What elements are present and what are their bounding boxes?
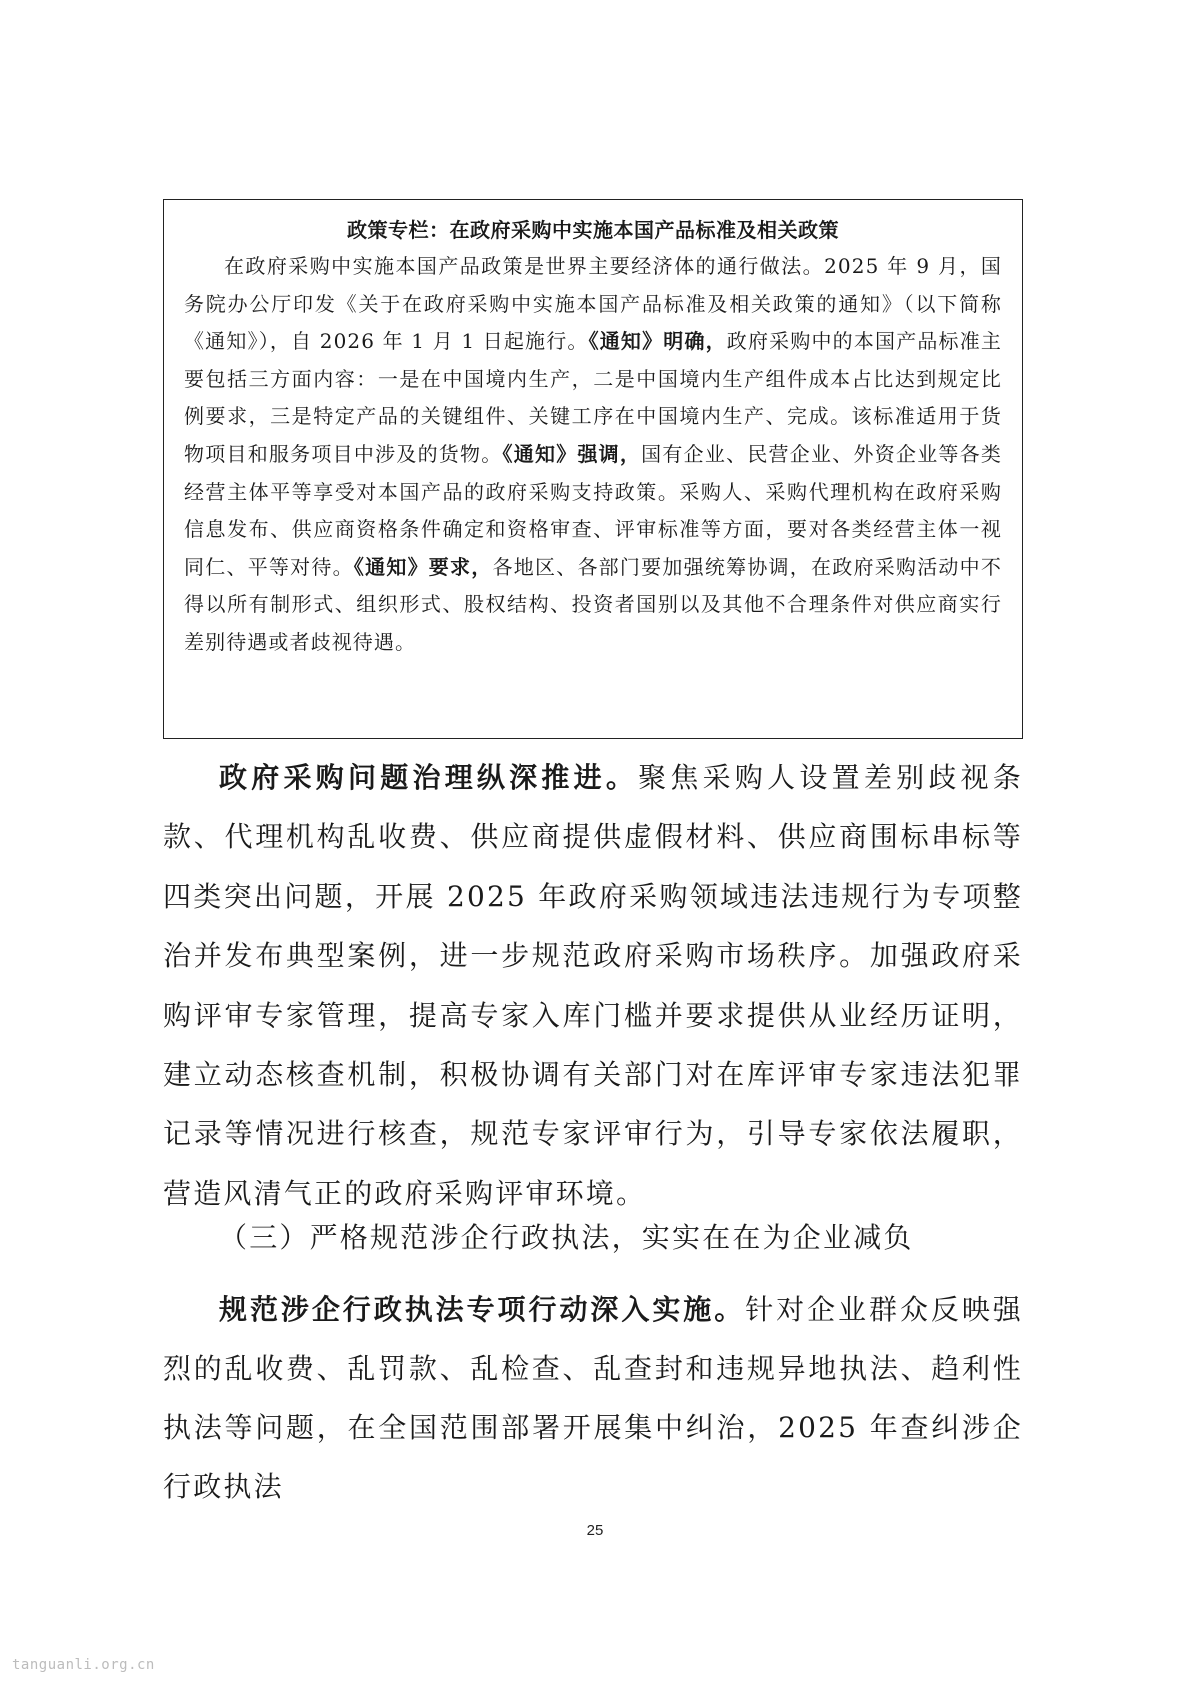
section-heading: （三）严格规范涉企行政执法，实实在在为企业减负 <box>219 1221 914 1254</box>
paragraph-procurement-governance <box>163 748 1023 1223</box>
paragraph-enforcement-action <box>163 1280 1023 1516</box>
policy-body-bold-3: 《通知》要求， <box>353 554 493 579</box>
policy-column-title: 政策专栏：在政府采购中实施本国产品标准及相关政策 <box>347 218 839 242</box>
policy-column-box <box>163 199 1023 739</box>
paragraph-text: 针对企业群众反映强烈的乱收费、乱罚款、乱检查、乱查封和违规异地执法、趋利性执法等问题，在全国范围部署开展集中纠治，2025 年查纠涉企行政执法 <box>163 1293 1023 1503</box>
paragraph-text: 聚焦采购人设置差别歧视条款、代理机构乱收费、供应商提供虚假材料、供应商围标串标等四类突出问题，开展 2025 年政府采购领域违法违规行为专项整治并发布典型案例，进一步规范政府采购市场秩序。加强政府采购评审专家管理，提高专家入库门槛并要求提供从业经历证明，建立动态核查机制，积极协调有关部门对在库评审专家违法犯罪记录等情况进行核查，规范专家评审行为，引导专家依法履职，营造风清气正的政府采购评审环境。 <box>163 761 1023 1210</box>
paragraph-lead: 规范涉企行政执法专项行动深入实施。 <box>219 1293 746 1326</box>
policy-body-text-2: 政府采购中的本国产品标准主要包括三方面内容：一是在中国境内生产，二是中国境内生产组件成本占比达到规定比例要求，三是特定产品的关键组件、关键工序在中国境内生产、完成。该标准适用于货物项目和服务项目中涉及的货物。 <box>184 329 1002 466</box>
policy-body-text-4: 各地区、各部门要加强统筹协调，在政府采购活动中不得以所有制形式、组织形式、股权结构、投资者国别以及其他不合理条件对供应商实行差别待遇或者歧视待遇。 <box>184 554 1002 654</box>
policy-body-bold-2: 《通知》强调， <box>502 441 642 466</box>
page-number: 25 <box>586 1522 604 1539</box>
watermark: tanguanli.org.cn <box>12 1657 155 1673</box>
policy-column-body <box>184 248 1002 662</box>
paragraph-lead: 政府采购问题治理纵深推进。 <box>219 761 639 794</box>
policy-body-text-3: 国有企业、民营企业、外资企业等各类经营主体平等享受对本国产品的政府采购支持政策。采购人、采购代理机构在政府采购信息发布、供应商资格条件确定和资格审查、评审标准等方面，要对各类经营主体一视同仁、平等对待。 <box>184 441 1003 579</box>
policy-body-bold-1: 《通知》明确， <box>588 329 727 354</box>
policy-body-text-1: 在政府采购中实施本国产品政策是世界主要经济体的通行做法。2025 年 9 月，国务院办公厅印发《关于在政府采购中实施本国产品标准及相关政策的通知》（以下简称《通知》），自 2026 年 1 月 1 日起施行。 <box>184 254 1002 354</box>
